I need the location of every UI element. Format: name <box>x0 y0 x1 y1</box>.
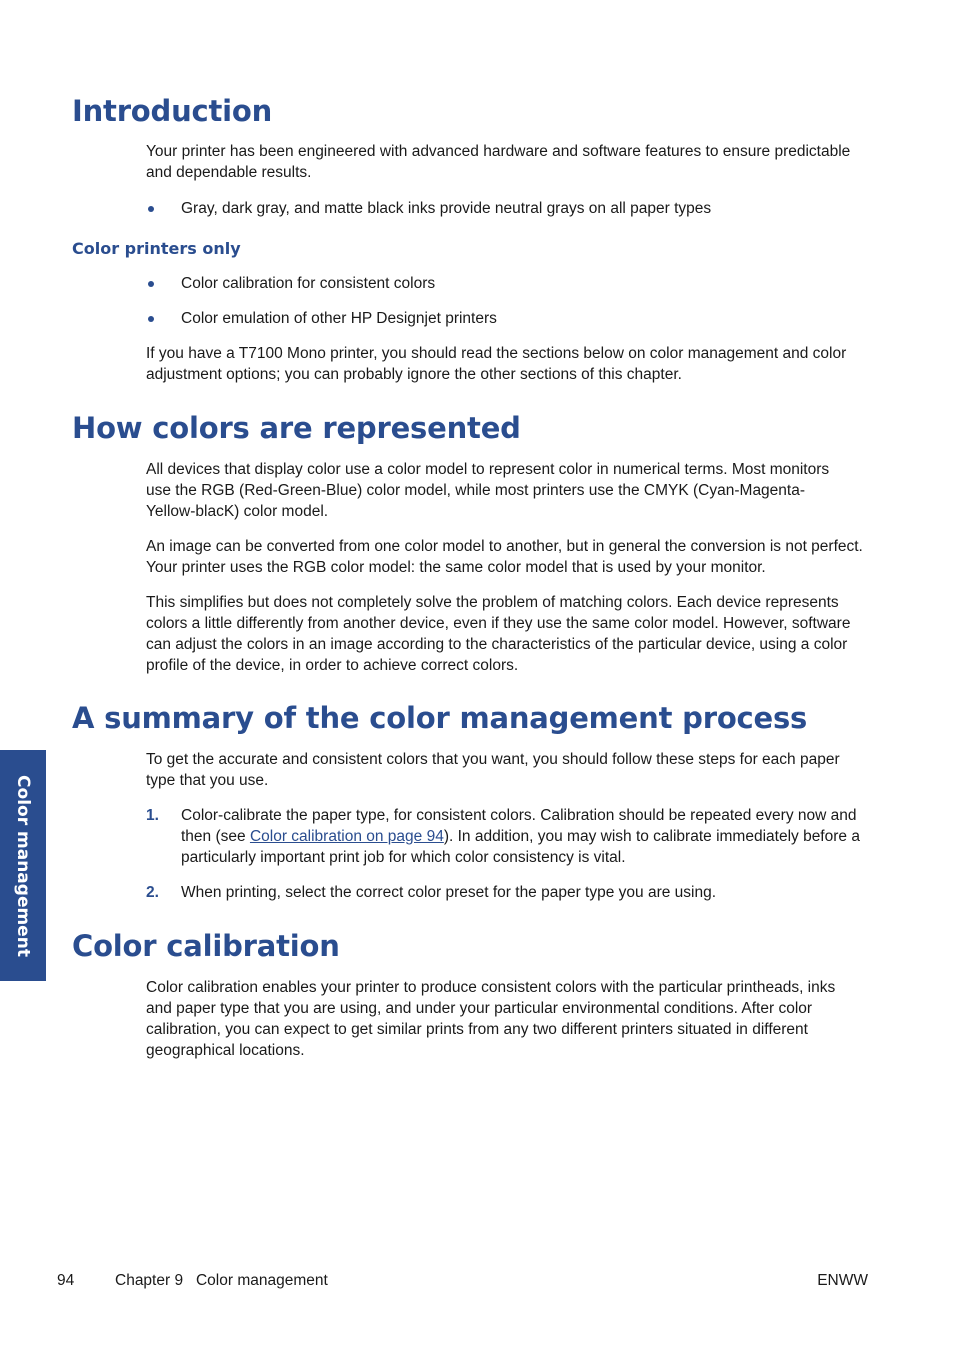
step-number: 1. <box>146 807 159 824</box>
intro-mono-paragraph: If you have a T7100 Mono printer, you should read the sections below on color management and color adjustment options; you can probably ignore the other sections of this chapter. <box>146 345 847 383</box>
list-item-text: Color emulation of other HP Designjet printers <box>181 310 497 327</box>
heading-color-calibration: Color calibration <box>72 929 340 963</box>
intro-paragraph: Your printer has been engineered with advanced hardware and software features to ensure predictable and dependable results. <box>146 143 851 181</box>
heading-introduction: Introduction <box>72 94 273 128</box>
represented-paragraph-2: An image can be converted from one color model to another, but in general the conversion is not perfect. Your printer uses the RGB color model: the same color model that is used by your monitor. <box>146 538 863 576</box>
bullet-icon <box>148 316 154 322</box>
footer-edition: ENWW <box>817 1272 868 1289</box>
list-item-text: When printing, select the correct color preset for the paper type you are using. <box>181 884 717 901</box>
bullet-icon <box>148 281 154 287</box>
list-item-text: Color-calibrate the paper type, for consistent colors. Calibration should be repeated every now and then (see Color calibration on page 94). In addition, you may wish to calibrate immediately before a particularly important print job for which color consistency is vital. <box>181 807 860 866</box>
chapter-side-tab <box>0 750 46 981</box>
step-number: 2. <box>146 884 159 901</box>
summary-paragraph: To get the accurate and consistent colors that you want, you should follow these steps for each paper type that you use. <box>146 751 840 789</box>
list-item <box>146 882 870 903</box>
represented-paragraph-1: All devices that display color use a color model to represent color in numerical terms. Most monitors use the RGB (Red-Green-Blue) color model, while most printers use the CMYK (Cyan-Magenta-Yellow-blacK) color model. <box>146 461 830 520</box>
calibration-paragraph: Color calibration enables your printer to produce consistent colors with the particular printheads, inks and paper type that you are using, and under your particular environmental conditions. After color calibration, you can expect to get similar prints from any two different printers situated in different geographical locations. <box>146 979 836 1059</box>
page-number: 94 <box>57 1272 75 1289</box>
bullet-icon <box>148 206 154 212</box>
list-item <box>146 273 870 294</box>
heading-how-colors-represented: How colors are represented <box>72 411 521 445</box>
list-item-text: Gray, dark gray, and matte black inks provide neutral grays on all paper types <box>181 200 712 217</box>
list-item-text: Color calibration for consistent colors <box>181 275 436 292</box>
color-calibration-link[interactable]: Color calibration on page 94 <box>249 828 444 845</box>
list-item <box>146 805 870 868</box>
chapter-side-tab-label: Color management <box>13 774 33 957</box>
heading-summary-process: A summary of the color management process <box>72 701 808 735</box>
list-item <box>146 308 870 329</box>
footer-chapter: Chapter 9 Color management <box>115 1272 328 1289</box>
list-item <box>146 198 870 219</box>
represented-paragraph-3: This simplifies but does not completely solve the problem of matching colors. Each device represents colors a little differently from another device, even if they use the same color model. However, software can adjust the colors in an image according to the characteristics of the particular device, using a color profile of the device, in order to achieve correct colors. <box>146 594 851 674</box>
subheading-color-printers: Color printers only <box>72 239 241 258</box>
